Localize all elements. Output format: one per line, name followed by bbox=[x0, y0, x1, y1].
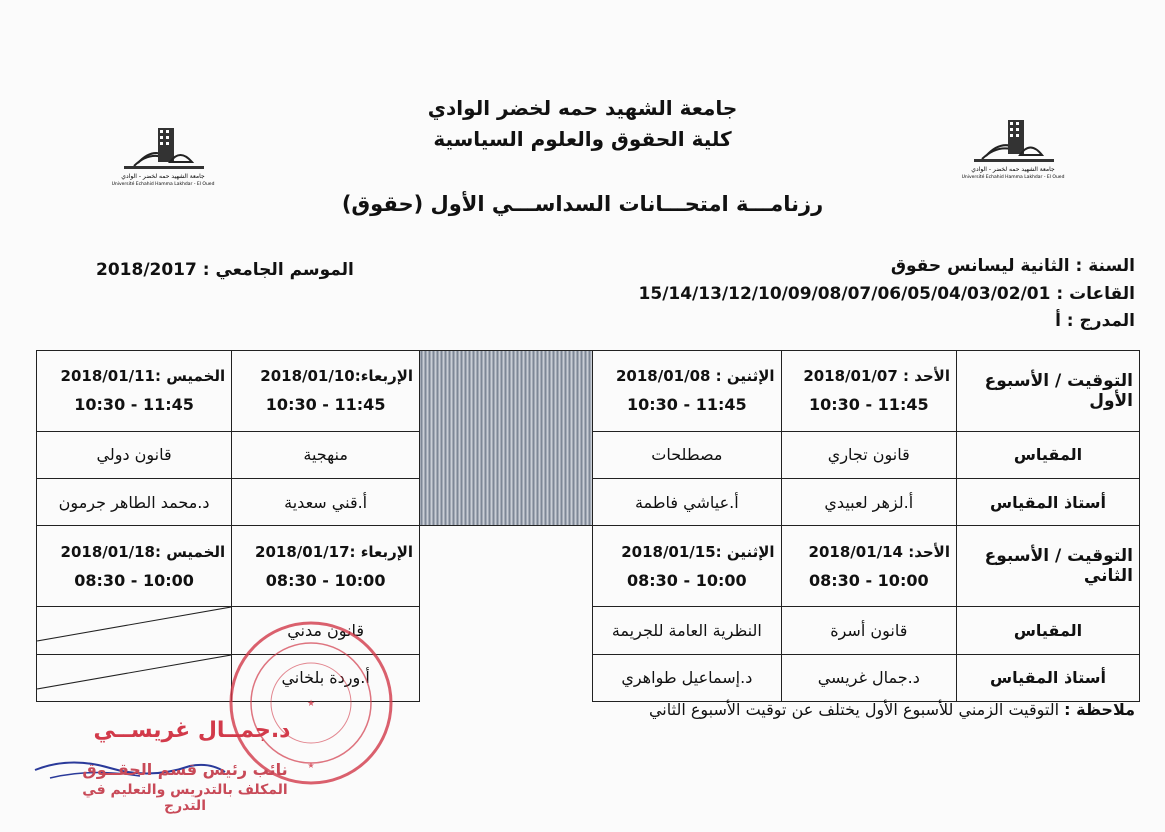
empty-cell bbox=[37, 654, 232, 701]
day-date: الإثنين :2018/01/15 bbox=[621, 542, 775, 561]
logo-caption: جامعة الشهيد حمه لخضر - الوادي bbox=[971, 166, 1055, 173]
week1-wednesday-cell bbox=[232, 351, 420, 432]
week2-thursday-cell bbox=[37, 526, 232, 607]
day-date: الإربعاء :2018/01/17 bbox=[255, 542, 414, 561]
day-date: الأحد : 2018/01/07 bbox=[803, 367, 950, 386]
logo-caption: جامعة الشهيد حمه لخضر - الوادي bbox=[121, 173, 205, 180]
module-label: المقياس bbox=[957, 431, 1140, 478]
day-date: الخميس :2018/01/18 bbox=[60, 542, 226, 561]
note bbox=[649, 700, 1135, 719]
week1-thursday-cell bbox=[37, 351, 232, 432]
svg-text:★: ★ bbox=[307, 761, 315, 770]
signatory-name: د.جمــال غريســي bbox=[93, 718, 291, 743]
halls-label: القاعات : 15/14/13/12/10/09/08/07/06/05/04/03/02/01 bbox=[638, 284, 1135, 304]
signatory-role: نائب رئيس قسم الحقــوق bbox=[82, 760, 288, 779]
professor-cell: أ.لزهر لعبيدي bbox=[781, 479, 956, 526]
season-label: الموسم الجامعي : 2018/2017 bbox=[96, 260, 354, 280]
note-text: التوقيت الزمني للأسبوع الأول يختلف عن توقيت الأسبوع الثاني bbox=[648, 700, 1060, 719]
year-label: السنة : الثانية ليسانس حقوق bbox=[890, 256, 1135, 276]
university-name: جامعة الشهيد حمه لخضر الوادي bbox=[427, 96, 738, 120]
exam-time: 11:45 - 10:30 bbox=[265, 395, 386, 415]
amphi-label: المدرج : أ bbox=[1055, 311, 1135, 331]
exam-time: 10:00 - 08:30 bbox=[265, 570, 386, 590]
day-date: الإربعاء:2018/01/10 bbox=[260, 367, 414, 386]
exam-time: 11:45 - 10:30 bbox=[74, 395, 194, 415]
strike-line bbox=[37, 607, 231, 641]
day-date: الإثنين : 2018/01/08 bbox=[615, 367, 775, 386]
faculty-name: كلية الحقوق والعلوم السياسية bbox=[433, 127, 732, 151]
empty-cell bbox=[37, 607, 232, 654]
separator-column bbox=[420, 351, 593, 526]
exam-time: 10:00 - 08:30 bbox=[808, 570, 929, 590]
week2-sunday-cell bbox=[781, 526, 956, 607]
professor-cell: د.إسماعيل طواهري bbox=[593, 654, 782, 701]
module-cell: قانون مدني bbox=[232, 607, 420, 654]
exam-time: 10:00 - 08:30 bbox=[627, 570, 747, 590]
note-label: ملاحظة : bbox=[1064, 700, 1135, 719]
week1-time-label: التوقيت / الأسبوع الأول bbox=[957, 351, 1140, 432]
exam-schedule-table bbox=[36, 350, 1140, 702]
exam-time: 10:00 - 08:30 bbox=[74, 570, 194, 590]
module-cell: قانون تجاري bbox=[781, 431, 956, 478]
logo-caption-fr: Université Echahid Hamma Lakhdar - El Oued bbox=[961, 175, 1065, 180]
professor-label: أستاذ المقياس bbox=[957, 654, 1140, 701]
table-row bbox=[37, 351, 1140, 432]
module-cell: قانون أسرة bbox=[781, 607, 956, 654]
week2-monday-cell bbox=[593, 526, 782, 607]
table-row bbox=[37, 526, 1140, 607]
professor-cell: د.محمد الطاهر جرمون bbox=[37, 479, 232, 526]
professor-cell: أ.وردة بلخاني bbox=[232, 654, 420, 701]
week2-time-label: التوقيت / الأسبوع الثاني bbox=[957, 526, 1140, 607]
professor-cell: أ.عياشي فاطمة bbox=[593, 479, 782, 526]
module-cell: قانون دولي bbox=[37, 431, 232, 478]
day-date: الخميس :2018/01/11 bbox=[60, 367, 226, 386]
blank-column bbox=[420, 526, 593, 702]
day-date: الأحد: 2018/01/14 bbox=[808, 542, 950, 561]
week2-wednesday-cell bbox=[232, 526, 420, 607]
exam-time: 11:45 - 10:30 bbox=[627, 395, 747, 415]
module-cell: منهجية bbox=[232, 431, 420, 478]
logo-caption-fr: Université Echahid Hamma Lakhdar - El Oued bbox=[111, 182, 215, 187]
professor-cell: أ.قني سعدية bbox=[232, 479, 420, 526]
page-title: رزنامـــة امتحـــانات السداســـي الأول (حقوق) bbox=[341, 192, 824, 216]
week1-monday-cell bbox=[593, 351, 782, 432]
svg-text:★: ★ bbox=[306, 699, 316, 709]
module-cell: مصطلحات bbox=[593, 431, 782, 478]
professor-label: أستاذ المقياس bbox=[957, 479, 1140, 526]
signatory-role-detail: المكلف بالتدريس والتعليم في التدرج bbox=[82, 782, 288, 814]
module-label: المقياس bbox=[957, 607, 1140, 654]
strike-line bbox=[37, 655, 231, 689]
exam-time: 11:45 - 10:30 bbox=[808, 395, 929, 415]
professor-cell: د.جمال غريسي bbox=[781, 654, 956, 701]
module-cell: النظرية العامة للجريمة bbox=[593, 607, 782, 654]
week1-sunday-cell bbox=[781, 351, 956, 432]
